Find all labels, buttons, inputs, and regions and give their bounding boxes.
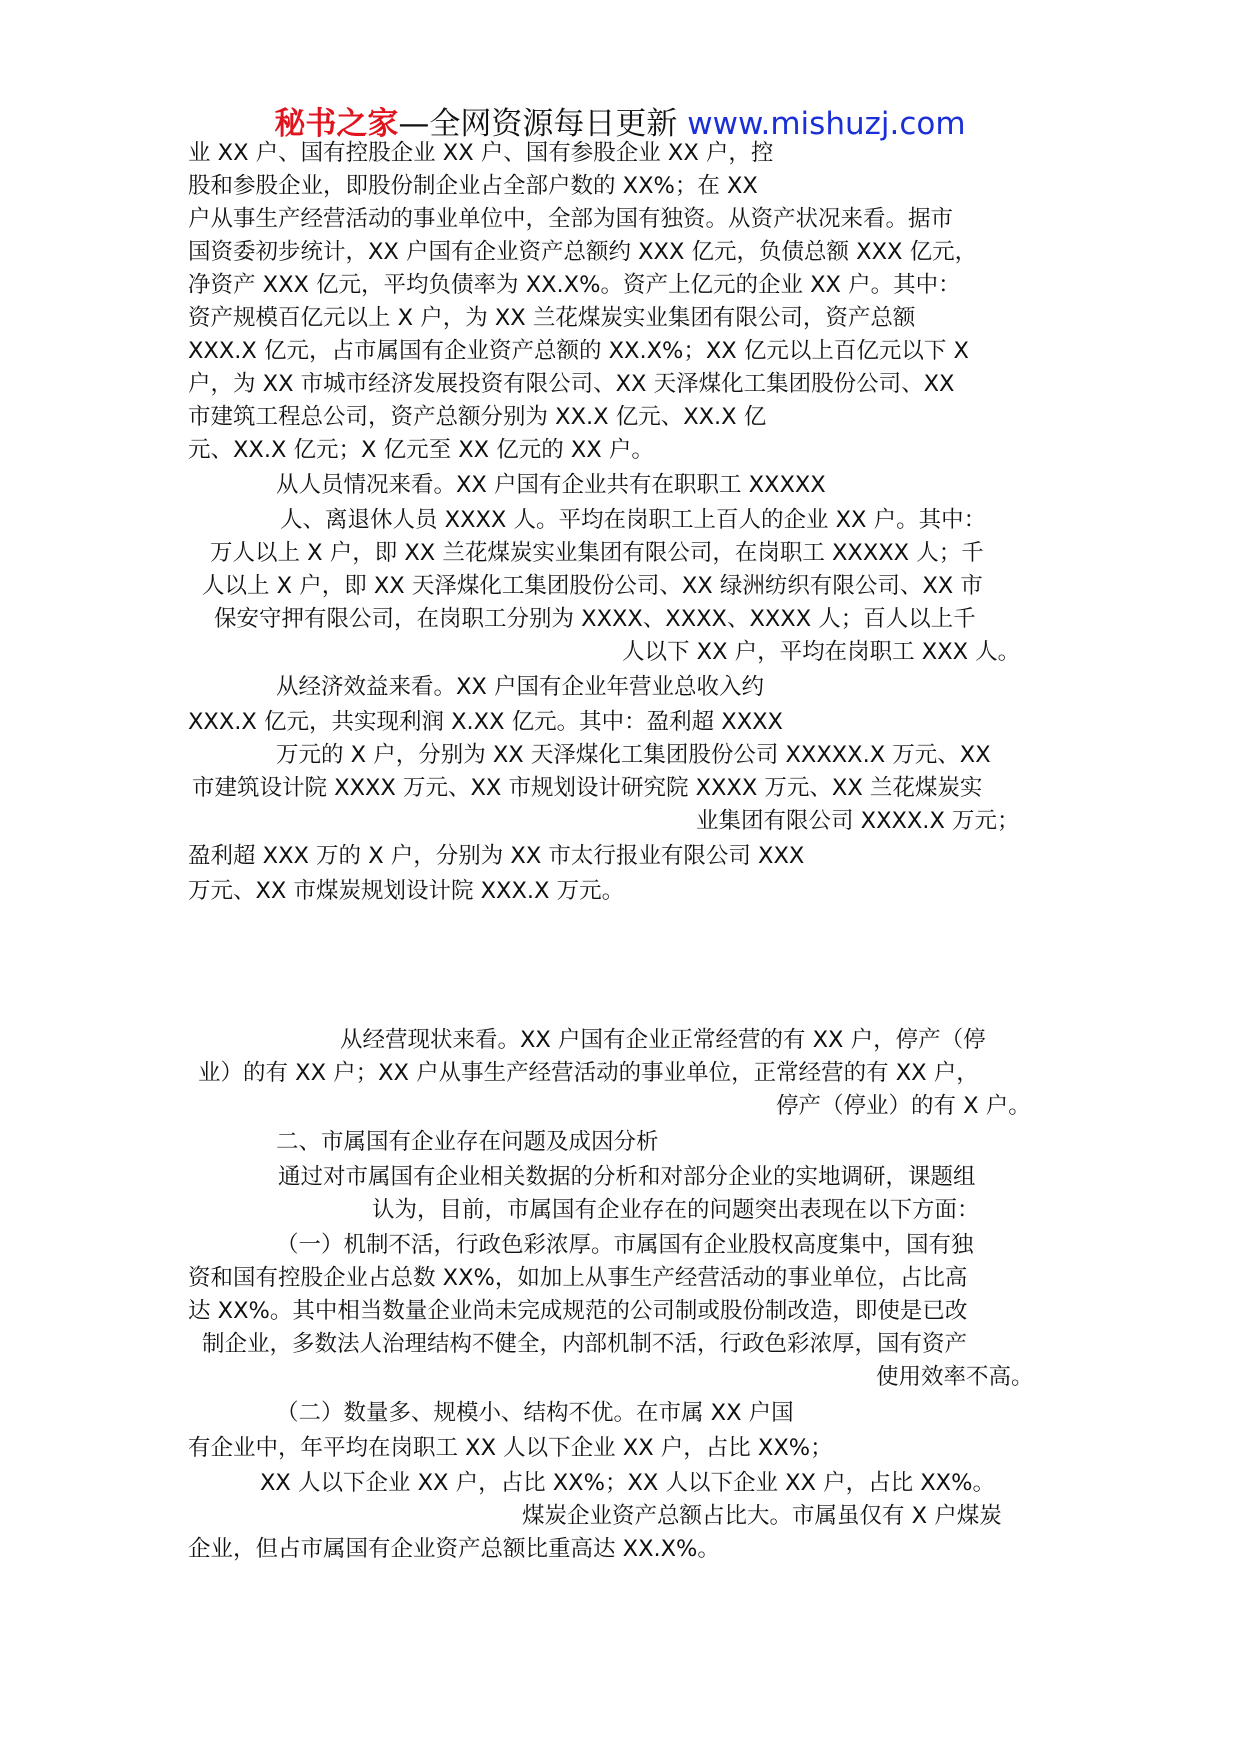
text-line: 达 XX%。其中相当数量企业尚未完成规范的公司制或股份制改造，即使是已改 bbox=[188, 1298, 968, 1324]
text-line: 人、离退休人员 XXXX 人。平均在岗职工上百人的企业 XX 户。其中： bbox=[280, 507, 987, 533]
text-line: 国资委初步统计，XX 户国有企业资产总额约 XXX 亿元，负债总额 XXX 亿元， bbox=[188, 239, 978, 265]
text-line: 业 XX 户、国有控股企业 XX 户、国有参股企业 XX 户，控 bbox=[188, 140, 774, 166]
text-line: XX 人以下企业 XX 户，占比 XX%；XX 人以下企业 XX 户，占比 XX%。 bbox=[260, 1470, 995, 1496]
brand-name: 秘书之家 bbox=[274, 106, 399, 142]
text-line: 资和国有控股企业占总数 XX%，如加上从事生产经营活动的事业单位，占比高 bbox=[188, 1265, 968, 1291]
text-line: 资产规模百亿元以上 X 户，为 XX 兰花煤炭实业集团有限公司，资产总额 bbox=[188, 305, 916, 331]
text-line: 保安守押有限公司，在岗职工分别为 XXXX、XXXX、XXXX 人；百人以上千 bbox=[214, 606, 976, 632]
header-tagline: —全网资源每日更新 bbox=[398, 106, 678, 142]
text-line: 人以上 X 户，即 XX 天泽煤化工集团股份公司、XX 绿洲纺织有限公司、XX 市 bbox=[202, 573, 983, 599]
text-line: 从人员情况来看。XX 户国有企业共有在职职工 XXXXX bbox=[276, 472, 826, 498]
text-line: 通过对市属国有企业相关数据的分析和对部分企业的实地调研，课题组 bbox=[278, 1164, 976, 1190]
text-line: 业）的有 XX 户；XX 户从事生产经营活动的事业单位，正常经营的有 XX 户， bbox=[198, 1060, 979, 1086]
text-line: 企业，但占市属国有企业资产总额比重高达 XX.X%。 bbox=[188, 1536, 720, 1562]
text-line: 使用效率不高。 bbox=[876, 1364, 1034, 1390]
text-line: 万元的 X 户，分别为 XX 天泽煤化工集团股份公司 XXXXX.X 万元、XX bbox=[276, 742, 991, 768]
text-line: 万人以上 X 户，即 XX 兰花煤炭实业集团有限公司，在岗职工 XXXXX 人；千 bbox=[210, 540, 984, 566]
text-line: 股和参股企业，即股份制企业占全部户数的 XX%；在 XX bbox=[188, 173, 758, 199]
text-line: （二）数量多、规模小、结构不优。在市属 XX 户国 bbox=[276, 1400, 794, 1426]
text-line: 盈利超 XXX 万的 X 户，分别为 XX 市太行报业有限公司 XXX bbox=[188, 843, 805, 869]
text-line: XXX.X 亿元，占市属国有企业资产总额的 XX.X%；XX 亿元以上百亿元以下 X bbox=[188, 338, 969, 364]
text-line: 认为，目前，市属国有企业存在的问题突出表现在以下方面： bbox=[372, 1197, 980, 1223]
text-line: XXX.X 亿元，共实现利润 X.XX 亿元。其中：盈利超 XXXX bbox=[188, 709, 783, 735]
text-line: 人以下 XX 户，平均在岗职工 XXX 人。 bbox=[622, 639, 1021, 665]
text-line: 停产（停业）的有 X 户。 bbox=[776, 1093, 1031, 1119]
text-line: 煤炭企业资产总额占比大。市属虽仅有 X 户煤炭 bbox=[522, 1503, 1002, 1529]
text-line: 户，为 XX 市城市经济发展投资有限公司、XX 天泽煤化工集团股份公司、XX bbox=[188, 371, 955, 397]
text-line: 元、XX.X 亿元；X 亿元至 XX 亿元的 XX 户。 bbox=[188, 437, 654, 463]
text-line: 业集团有限公司 XXXX.X 万元； bbox=[696, 808, 1020, 834]
text-line: 市建筑工程总公司，资产总额分别为 XX.X 亿元、XX.X 亿 bbox=[188, 404, 767, 430]
text-line: 有企业中，年平均在岗职工 XX 人以下企业 XX 户，占比 XX%； bbox=[188, 1435, 833, 1461]
text-line: 市建筑设计院 XXXX 万元、XX 市规划设计研究院 XXXX 万元、XX 兰花煤炭实 bbox=[192, 775, 983, 801]
text-line: 净资产 XXX 亿元，平均负债率为 XX.X%。资产上亿元的企业 XX 户。其中： bbox=[188, 272, 961, 298]
section-heading: 二、市属国有企业存在问题及成因分析 bbox=[276, 1129, 659, 1155]
text-line: 户从事生产经营活动的事业单位中，全部为国有独资。从资产状况来看。据市 bbox=[188, 206, 954, 232]
text-line: 从经济效益来看。XX 户国有企业年营业总收入约 bbox=[276, 674, 764, 700]
text-line: 制企业，多数法人治理结构不健全，内部机制不活，行政色彩浓厚，国有资产 bbox=[202, 1331, 968, 1357]
site-url[interactable]: www.mishuzj.com bbox=[687, 106, 966, 142]
text-line: （一）机制不活，行政色彩浓厚。市属国有企业股权高度集中，国有独 bbox=[276, 1232, 974, 1258]
text-line: 万元、XX 市煤炭规划设计院 XXX.X 万元。 bbox=[188, 878, 625, 904]
text-line: 从经营现状来看。XX 户国有企业正常经营的有 XX 户，停产（停 bbox=[340, 1027, 986, 1053]
